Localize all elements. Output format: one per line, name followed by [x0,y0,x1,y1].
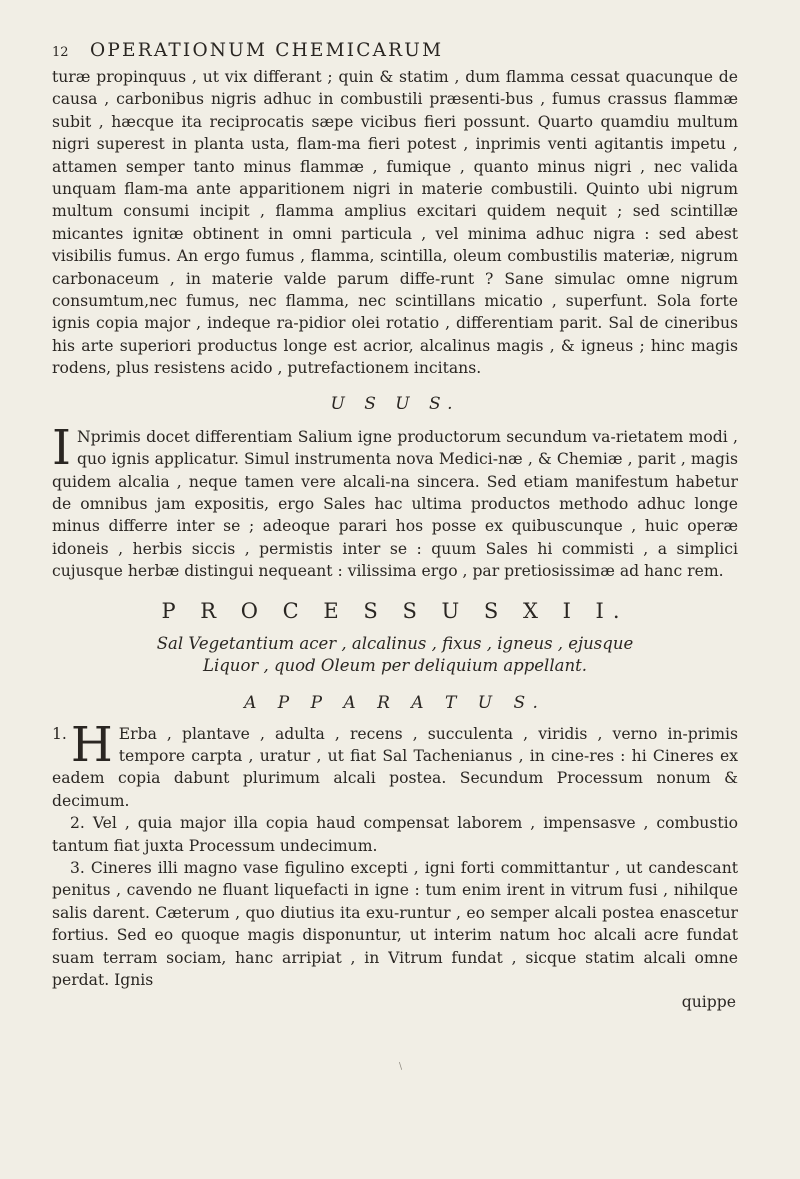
text-block [52,66,738,1013]
item-1-number: 1. [52,724,67,743]
intro-paragraph: turæ propinquus , ut vix differant ; quin & statim , dum flamma cessat quacunque de causa , carbonibus nigris adhuc in combustili præsenti-bus , fumus crassus flammæ subit , hæcque ita reciprocatis sæpe vicibus fieri possunt. Quarto quamdiu multum nigri superest in planta usta, flam-ma fieri potest , inprimis venti agitantis impetu , attamen semper tanto minus flammæ , fumique , quanto minus nigri , nec valida unquam flam-ma ante apparitionem nigri in materie combustili. Quinto ubi nigrum multum consumi incipit , flamma amplius excitari quidem nequit ; sed scintillæ micantes ignitæ obtinent in omni particula , vel minima adhuc nigra : sed abest visibilis fumus. An ergo fumus , flamma, scintilla, oleum combustilis materiæ, nigrum carbonaceum , in materie valde parum diffe-runt ? Sane simulac omne nigrum consumtum,nec fumus, nec flamma, nec scintillans micatio , superfunt. Sola forte ignis copia major , indeque ra-pidior olei rotatio , differentiam parit. Sal de cineribus his arte superiori productus longe est acrior, alcalinus magis , & igneus ; hinc magis rodens, plus resistens acido , putrefactionem incitans. [52,68,738,378]
item-1-text: Erba , plantave , adulta , recens , succulenta , viridis , verno in-primis tempore carpta , uratur , ut fiat Sal Tachenianus , in cine-res : hi Cineres ex eadem copia dabunt plurimum alcali postea. Secundum Processum nonum & decimum. [52,724,738,810]
usus-text: Nprimis docet differentiam Salium igne productorum secundum va-rietatem modi , quo ignis applicatur. Simul instrumenta nova Medici-næ , & Chemiæ , parit , magis quidem alcalia , neque tamen vere alcali-na sincera. Sed etiam manifestum habetur de omnibus jam expositis, ergo Sales hac ultima productos methodo adhuc longe minus differre inter se ; adeoque parari hos posse ex quibuscunque , huic operæ idoneis , herbis siccis , permistis inter se : quum Sales hi commisti , a simplici cujusque herbæ distingui nequeant : vilissima ergo , par pretiosissimæ ad hanc rem. [52,427,738,581]
processus-subtitle-2: Liquor , quod Oleum per deliquium appellant. [203,655,587,675]
apparatus-item-3: 3. Cineres illi magno vase figulino excepti , igni forti committantur , ut candescant penitus , cavendo ne fluant liquefacti in igne : tum enim irent in vitrum fusi , nihilque salis darent. Cæterum , quo diutius ita exu-runtur , eo semper alcali postea enascetur fortius. Sed eo quoque magis disponuntur, ut interim natum hoc alcali acre fundat suam terram sociam, hanc arripiat , in Vitrum fundat , sicque statim alcali omne perdat. Ignis [52,858,738,989]
processus-subtitle-1: Sal Vegetantium acer , alcalinus , fixus , igneus , ejusque [156,633,634,653]
usus-paragraph [52,419,738,583]
page-number: 12 [52,45,69,60]
apparatus-item-1 [52,716,738,813]
usus-dropcap: I [52,419,71,476]
running-title: OPERATIONUM CHEMICARUM [90,40,444,61]
usus-heading: U S U S. [330,393,460,414]
apparatus-item-2: 2. Vel , quia major illa copia haud compensat laborem , impensasve , combustio tantum fiat juxta Processum undecimum. [52,814,738,855]
item-1-dropcap: H [70,716,113,773]
processus-heading: P R O C E S S U S X I I. [161,598,629,623]
running-head [52,40,738,64]
stray-mark: \ [399,1062,403,1072]
catchword: quippe [681,993,736,1012]
apparatus-heading: A P P A R A T U S. [244,692,546,713]
